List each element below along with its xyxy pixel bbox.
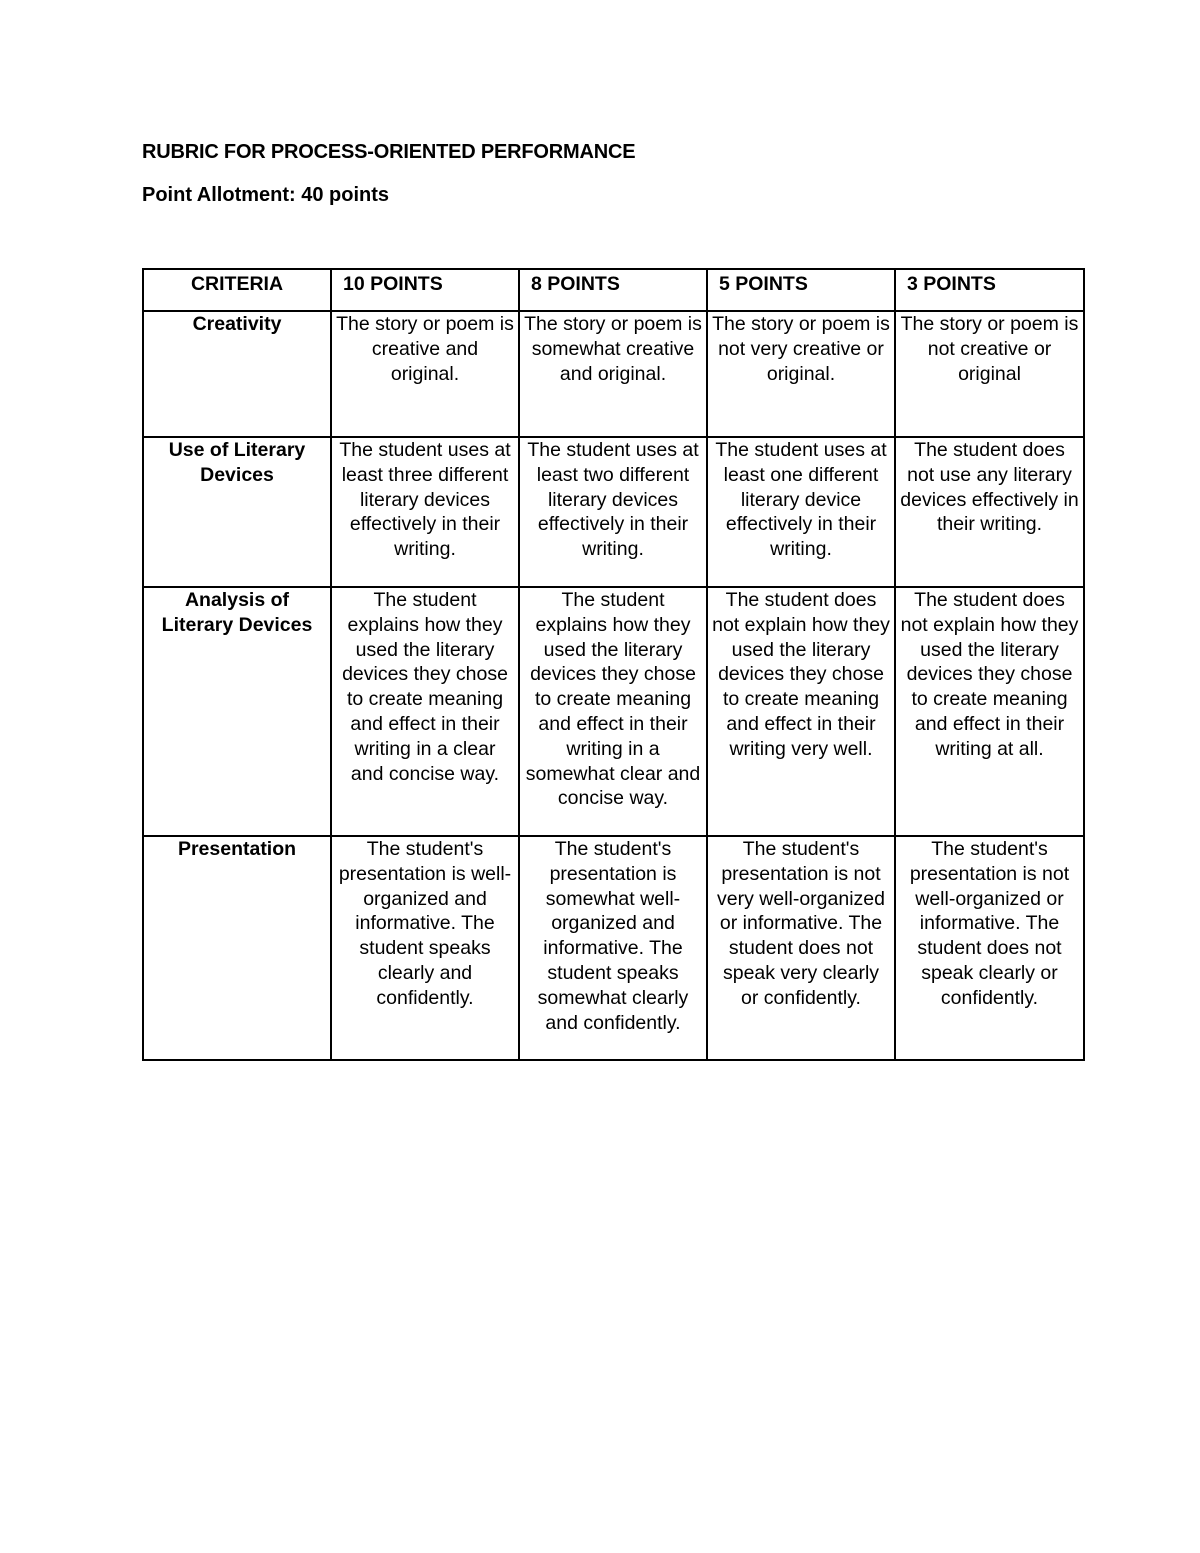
descriptor-5-points: The student's presentation is not very well-organized or informative. The student does not speak very clearly or confidently. [707,836,895,1060]
criteria-label: Creativity [143,311,331,437]
descriptor-5-points: The student uses at least one different literary device effectively in their writing. [707,437,895,587]
descriptor-5-points: The story or poem is not very creative or original. [707,311,895,437]
document-title: RUBRIC FOR PROCESS-ORIENTED PERFORMANCE [142,141,636,163]
descriptor-3-points: The student does not use any literary devices effectively in their writing. [895,437,1084,587]
descriptor-3-points: The story or poem is not creative or original [895,311,1084,437]
header-5-points: 5 POINTS [707,269,895,311]
header-8-points: 8 POINTS [519,269,707,311]
rubric-table [142,268,1085,1061]
criteria-label: Use of Literary Devices [143,437,331,587]
descriptor-10-points: The student explains how they used the literary devices they chose to create meaning and effect in their writing in a clear and concise way. [331,587,519,836]
header-3-points: 3 POINTS [895,269,1084,311]
criteria-label: Presentation [143,836,331,1060]
rubric-row-creativity [143,311,1084,437]
header-criteria: CRITERIA [143,269,331,311]
rubric-row-use-of-literary-devices [143,437,1084,587]
descriptor-8-points: The story or poem is somewhat creative and original. [519,311,707,437]
descriptor-3-points: The student's presentation is not well-organized or informative. The student does not speak clearly or confidently. [895,836,1084,1060]
descriptor-8-points: The student uses at least two different literary devices effectively in their writing. [519,437,707,587]
descriptor-8-points: The student explains how they used the literary devices they chose to create meaning and effect in their writing in a somewhat clear and concise way. [519,587,707,836]
descriptor-8-points: The student's presentation is somewhat well-organized and informative. The student speaks somewhat clearly and confidently. [519,836,707,1060]
descriptor-10-points: The story or poem is creative and original. [331,311,519,437]
descriptor-10-points: The student uses at least three different literary devices effectively in their writing. [331,437,519,587]
rubric-header-row [143,269,1084,311]
rubric-row-analysis-of-literary-devices [143,587,1084,836]
point-allotment: Point Allotment: 40 points [142,184,390,206]
criteria-label: Analysis of Literary Devices [143,587,331,836]
rubric-row-presentation [143,836,1084,1060]
descriptor-5-points: The student does not explain how they used the literary devices they chose to create meaning and effect in their writing very well. [707,587,895,836]
descriptor-3-points: The student does not explain how they used the literary devices they chose to create meaning and effect in their writing at all. [895,587,1084,836]
descriptor-10-points: The student's presentation is well-organized and informative. The student speaks clearly and confidently. [331,836,519,1060]
header-10-points: 10 POINTS [331,269,519,311]
